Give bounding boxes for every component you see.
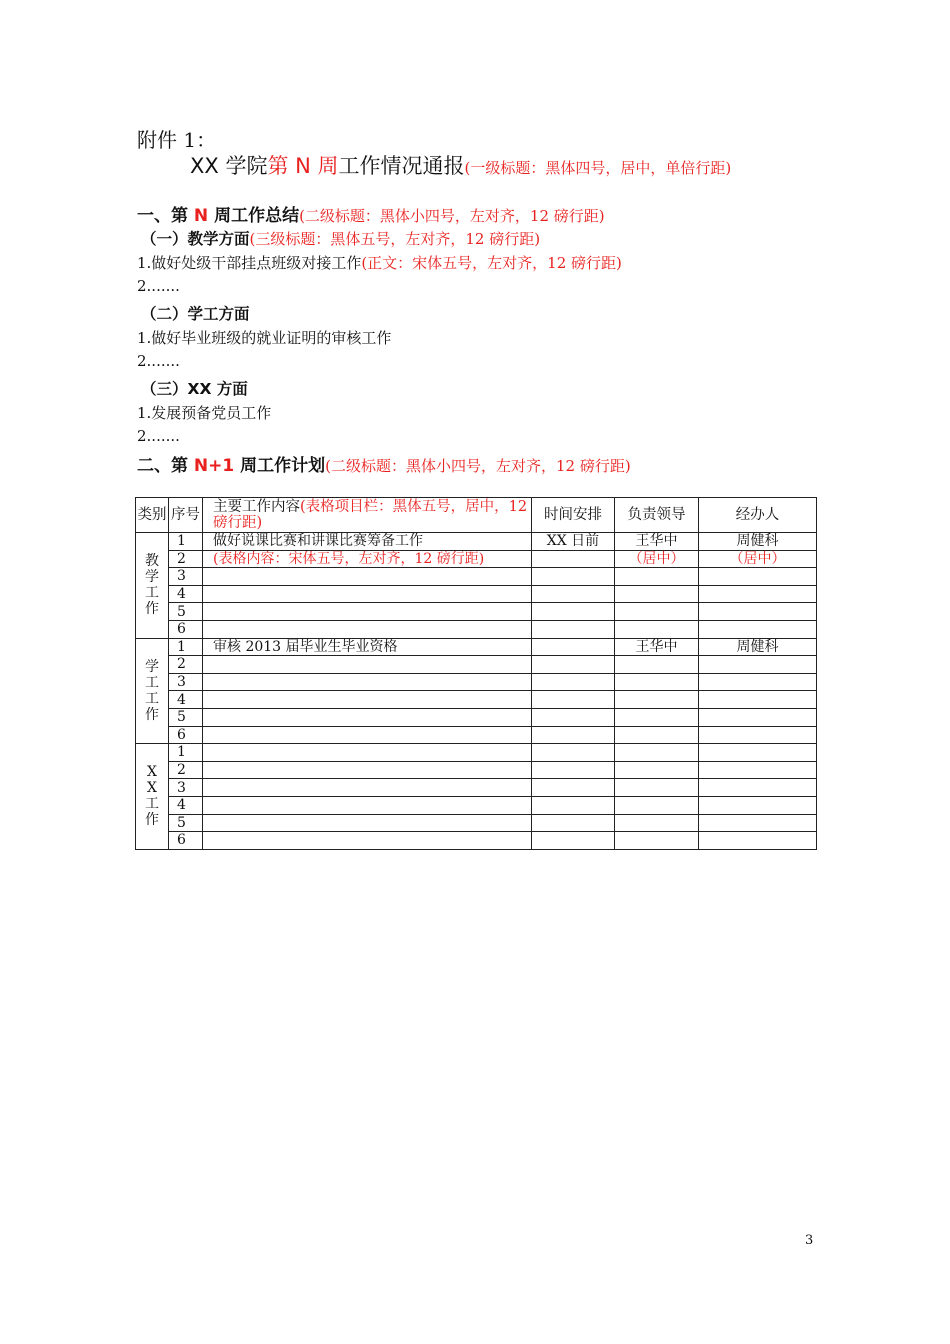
content-cell bbox=[203, 585, 532, 603]
header-leader: 负责领导 bbox=[615, 498, 699, 533]
content-cell: 审核 2013 届毕业生毕业资格 bbox=[203, 638, 532, 656]
handler-cell bbox=[699, 691, 817, 709]
header-content-note: (表格项目栏：黑体五号，居中，12 磅行距) bbox=[213, 499, 528, 531]
content-cell bbox=[203, 656, 532, 674]
table-row bbox=[136, 814, 817, 832]
content-cell bbox=[203, 691, 532, 709]
teaching-item-1-text: 1.做好处级干部挂点班级对接工作 bbox=[137, 254, 362, 272]
handler-cell bbox=[699, 620, 817, 638]
student-item-2: 2....... bbox=[137, 352, 180, 370]
summary-heading bbox=[137, 201, 605, 226]
seq-cell: 2 bbox=[169, 761, 203, 779]
time-cell bbox=[532, 796, 615, 814]
handler-cell: （居中） bbox=[699, 550, 817, 568]
table-row bbox=[136, 779, 817, 797]
title-college: XX 学院 bbox=[190, 154, 268, 178]
table-row bbox=[136, 550, 817, 568]
time-cell bbox=[532, 638, 615, 656]
leader-cell bbox=[615, 656, 699, 674]
attachment-label: 附件 1： bbox=[137, 128, 217, 152]
page-number: 3 bbox=[805, 1233, 814, 1248]
xx-heading: （三）XX 方面 bbox=[141, 380, 248, 398]
handler-cell bbox=[699, 656, 817, 674]
header-handler: 经办人 bbox=[699, 498, 817, 533]
time-cell bbox=[532, 744, 615, 762]
header-time: 时间安排 bbox=[532, 498, 615, 533]
leader-cell bbox=[615, 708, 699, 726]
table-row bbox=[136, 638, 817, 656]
table-row bbox=[136, 656, 817, 674]
content-cell bbox=[203, 832, 532, 850]
teaching-heading-text: （一）教学方面 bbox=[141, 230, 250, 248]
time-cell bbox=[532, 568, 615, 586]
student-heading: （二）学工方面 bbox=[141, 305, 250, 323]
student-item-1: 1.做好毕业班级的就业证明的审核工作 bbox=[137, 329, 392, 347]
content-cell bbox=[203, 796, 532, 814]
plan-heading-n1: N+1 bbox=[188, 456, 235, 476]
header-seq: 序号 bbox=[169, 498, 203, 533]
content-cell bbox=[203, 568, 532, 586]
handler-cell: 周健科 bbox=[699, 533, 817, 551]
teaching-heading bbox=[141, 227, 540, 249]
category-cell: 教学工作 bbox=[136, 533, 169, 639]
content-cell bbox=[203, 744, 532, 762]
content-cell bbox=[203, 673, 532, 691]
time-cell bbox=[532, 726, 615, 744]
leader-cell: 王华中 bbox=[615, 638, 699, 656]
content-cell bbox=[203, 708, 532, 726]
leader-cell bbox=[615, 779, 699, 797]
table-body bbox=[136, 533, 817, 850]
leader-cell bbox=[615, 568, 699, 586]
plan-heading-note: (二级标题：黑体小四号，左对齐，12 磅行距) bbox=[325, 457, 631, 475]
header-content-label: 主要工作内容 bbox=[213, 499, 300, 515]
time-cell bbox=[532, 779, 615, 797]
table-row bbox=[136, 744, 817, 762]
time-cell: XX 日前 bbox=[532, 533, 615, 551]
table-row bbox=[136, 832, 817, 850]
content-cell bbox=[203, 814, 532, 832]
seq-cell: 2 bbox=[169, 656, 203, 674]
teaching-item-2: 2....... bbox=[137, 277, 180, 295]
handler-cell: 周健科 bbox=[699, 638, 817, 656]
xx-item-2: 2....... bbox=[137, 427, 180, 445]
seq-cell: 3 bbox=[169, 779, 203, 797]
title-week: 第 N 周 bbox=[267, 154, 339, 178]
leader-cell bbox=[615, 620, 699, 638]
seq-cell: 1 bbox=[169, 533, 203, 551]
leader-cell bbox=[615, 744, 699, 762]
time-cell bbox=[532, 673, 615, 691]
content-cell bbox=[203, 726, 532, 744]
seq-cell: 4 bbox=[169, 796, 203, 814]
leader-cell bbox=[615, 691, 699, 709]
leader-cell bbox=[615, 796, 699, 814]
handler-cell bbox=[699, 673, 817, 691]
time-cell bbox=[532, 691, 615, 709]
seq-cell: 2 bbox=[169, 550, 203, 568]
time-cell bbox=[532, 603, 615, 621]
handler-cell bbox=[699, 779, 817, 797]
plan-heading bbox=[137, 451, 631, 476]
handler-cell bbox=[699, 796, 817, 814]
content-cell bbox=[203, 761, 532, 779]
leader-cell bbox=[615, 603, 699, 621]
seq-cell: 6 bbox=[169, 832, 203, 850]
summary-heading-n: N bbox=[188, 206, 209, 226]
table-row bbox=[136, 726, 817, 744]
table-header-row bbox=[136, 498, 817, 533]
leader-cell: 王华中 bbox=[615, 533, 699, 551]
time-cell bbox=[532, 656, 615, 674]
teaching-heading-note: (三级标题：黑体五号，左对齐，12 磅行距) bbox=[249, 230, 541, 248]
time-cell bbox=[532, 814, 615, 832]
table-row bbox=[136, 568, 817, 586]
content-cell bbox=[203, 779, 532, 797]
seq-cell: 3 bbox=[169, 673, 203, 691]
table-row bbox=[136, 708, 817, 726]
seq-cell: 5 bbox=[169, 603, 203, 621]
handler-cell bbox=[699, 726, 817, 744]
table-row bbox=[136, 796, 817, 814]
seq-cell: 6 bbox=[169, 726, 203, 744]
seq-cell: 3 bbox=[169, 568, 203, 586]
summary-heading-suffix: 周工作总结 bbox=[208, 206, 300, 226]
leader-cell bbox=[615, 726, 699, 744]
table-row bbox=[136, 585, 817, 603]
xx-item-1: 1.发展预备党员工作 bbox=[137, 404, 272, 422]
leader-cell: （居中） bbox=[615, 550, 699, 568]
seq-cell: 4 bbox=[169, 585, 203, 603]
category-cell: XX工作 bbox=[136, 744, 169, 850]
seq-cell: 1 bbox=[169, 744, 203, 762]
time-cell bbox=[532, 585, 615, 603]
time-cell bbox=[532, 761, 615, 779]
title-report: 工作情况通报 bbox=[338, 154, 465, 178]
leader-cell bbox=[615, 761, 699, 779]
leader-cell bbox=[615, 814, 699, 832]
teaching-item-1-note: (正文：宋体五号，左对齐，12 磅行距) bbox=[361, 254, 622, 272]
content-cell bbox=[203, 603, 532, 621]
title-format-note: (一级标题：黑体四号，居中，单倍行距) bbox=[464, 159, 732, 177]
plan-heading-suffix: 周工作计划 bbox=[234, 456, 326, 476]
leader-cell bbox=[615, 832, 699, 850]
plan-heading-prefix: 二、第 bbox=[137, 456, 188, 476]
content-cell: 做好说课比赛和讲课比赛筹备工作 bbox=[203, 533, 532, 551]
table-row bbox=[136, 673, 817, 691]
table-row bbox=[136, 533, 817, 551]
table-row bbox=[136, 761, 817, 779]
handler-cell bbox=[699, 832, 817, 850]
seq-cell: 6 bbox=[169, 620, 203, 638]
content-cell: (表格内容：宋体五号，左对齐，12 磅行距) bbox=[203, 550, 532, 568]
seq-cell: 5 bbox=[169, 708, 203, 726]
table-row bbox=[136, 620, 817, 638]
summary-heading-prefix: 一、第 bbox=[137, 206, 188, 226]
page-title bbox=[190, 150, 731, 180]
handler-cell bbox=[699, 585, 817, 603]
handler-cell bbox=[699, 568, 817, 586]
category-cell: 学工工作 bbox=[136, 638, 169, 744]
time-cell bbox=[532, 620, 615, 638]
work-plan-table bbox=[135, 497, 817, 850]
seq-cell: 4 bbox=[169, 691, 203, 709]
header-content bbox=[203, 498, 532, 533]
table-row bbox=[136, 691, 817, 709]
content-cell bbox=[203, 620, 532, 638]
summary-heading-note: (二级标题：黑体小四号，左对齐，12 磅行距) bbox=[299, 207, 605, 225]
handler-cell bbox=[699, 708, 817, 726]
handler-cell bbox=[699, 761, 817, 779]
seq-cell: 1 bbox=[169, 638, 203, 656]
header-category: 类别 bbox=[136, 498, 169, 533]
handler-cell bbox=[699, 603, 817, 621]
time-cell bbox=[532, 832, 615, 850]
time-cell bbox=[532, 550, 615, 568]
table-row bbox=[136, 603, 817, 621]
leader-cell bbox=[615, 585, 699, 603]
seq-cell: 5 bbox=[169, 814, 203, 832]
handler-cell bbox=[699, 744, 817, 762]
time-cell bbox=[532, 708, 615, 726]
leader-cell bbox=[615, 673, 699, 691]
teaching-item-1 bbox=[137, 252, 622, 273]
handler-cell bbox=[699, 814, 817, 832]
